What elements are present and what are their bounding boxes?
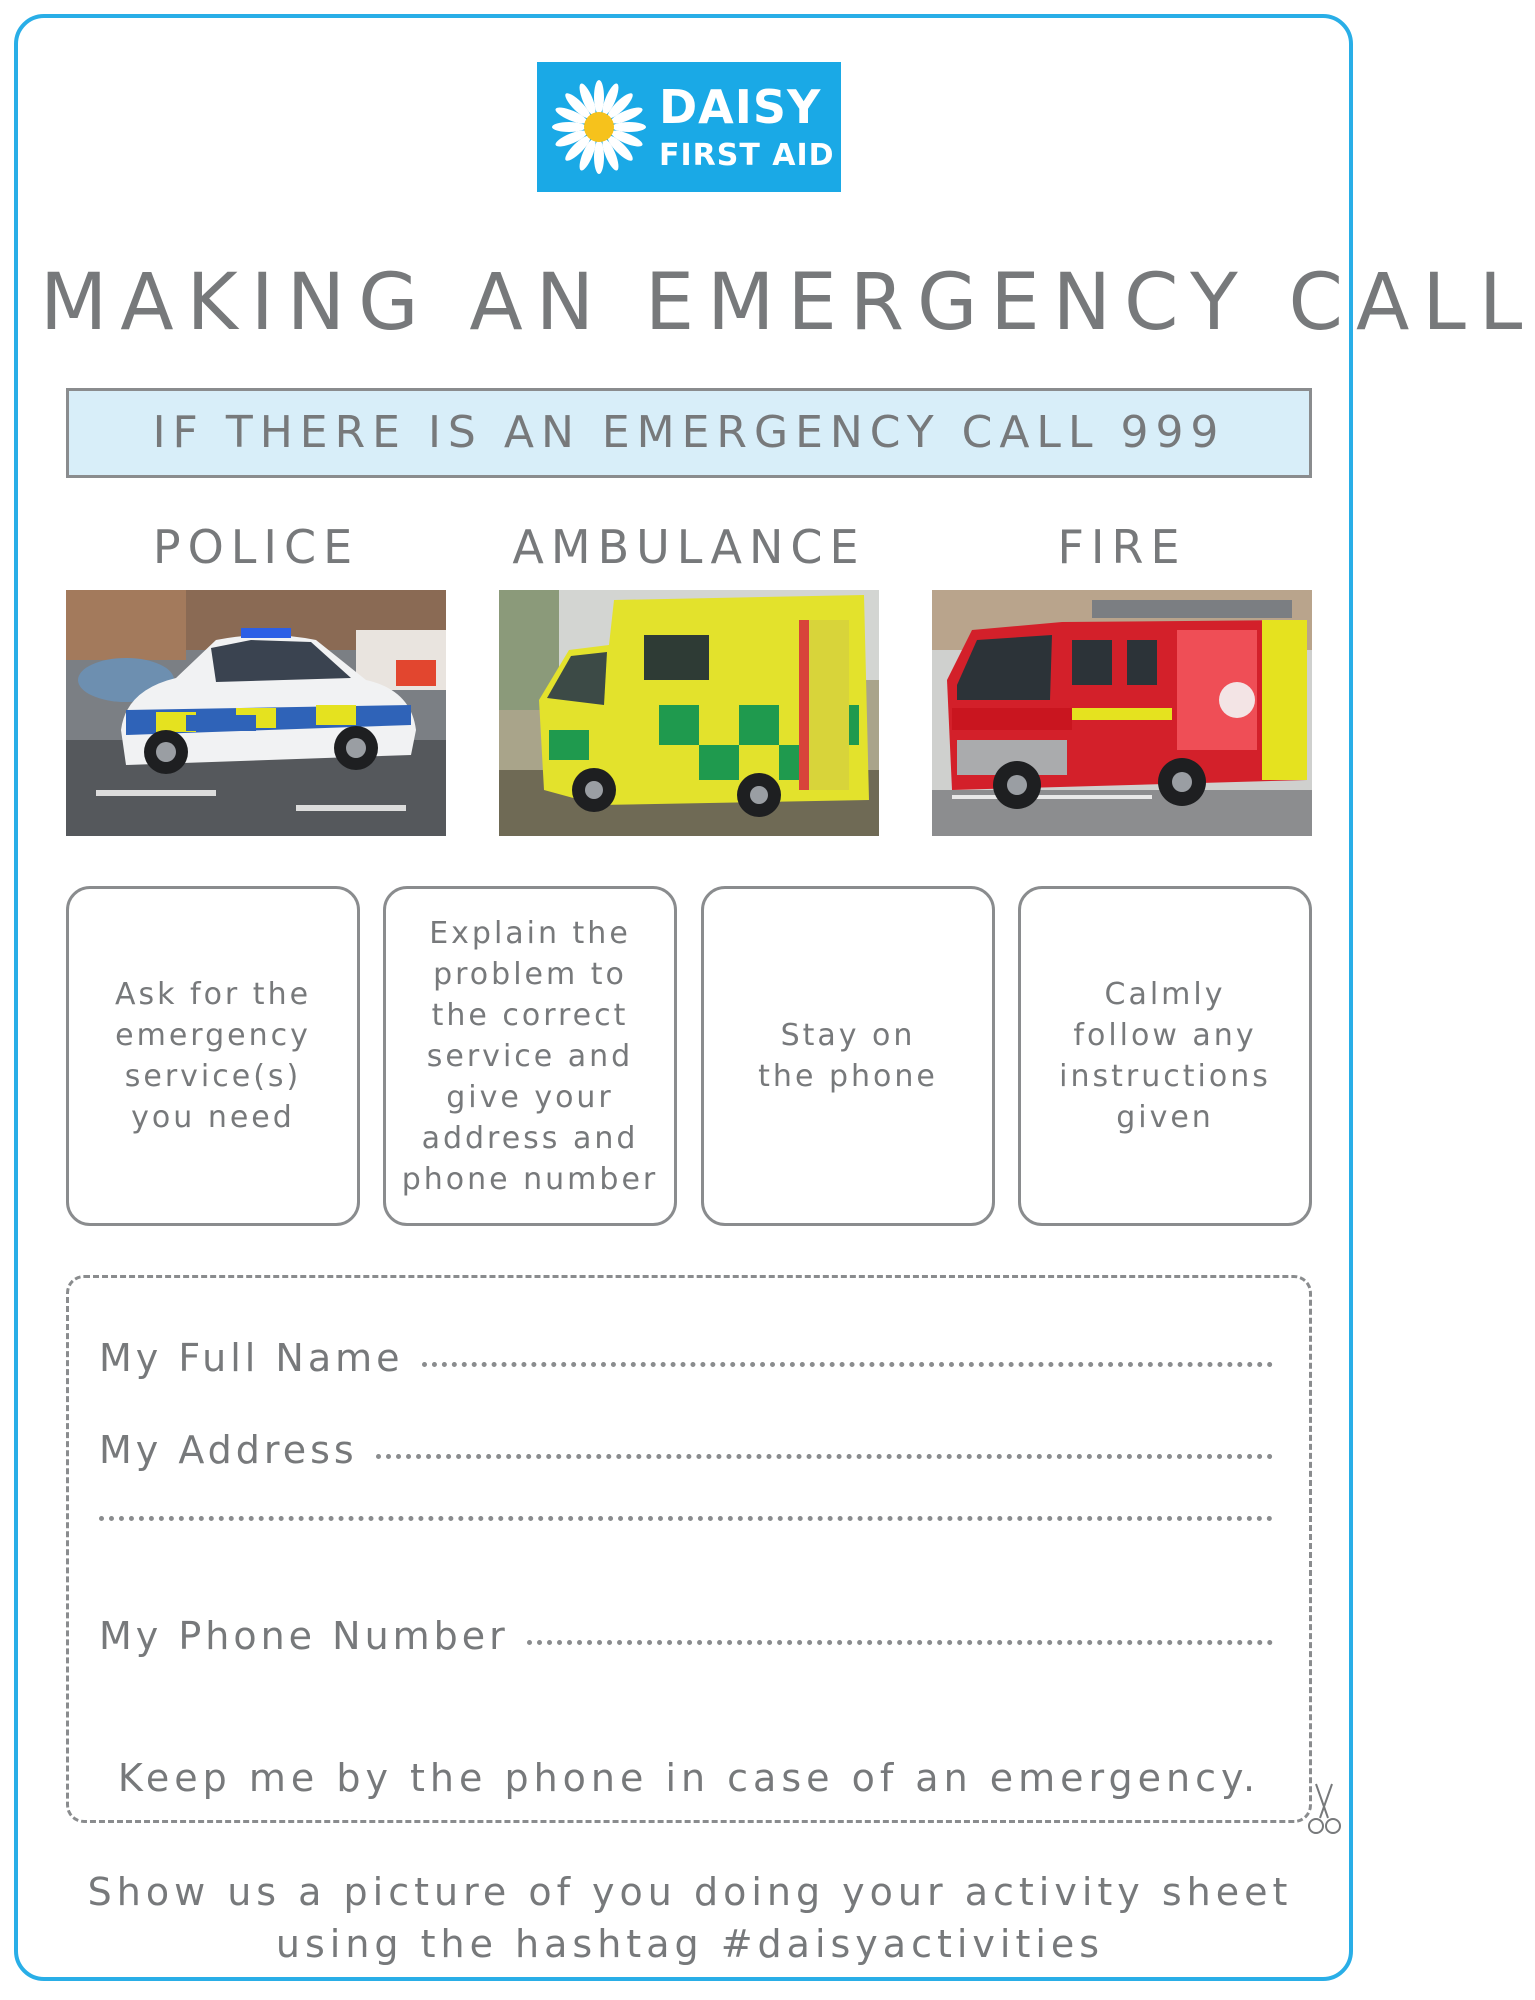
full-name-field[interactable]	[99, 1336, 1273, 1380]
ambulance-photo	[499, 590, 879, 836]
police-car-photo	[66, 590, 446, 836]
step-text: Calmly follow any instructions given	[1059, 977, 1271, 1135]
phone-number-label: My Phone Number	[99, 1614, 509, 1658]
address-label: My Address	[99, 1428, 358, 1472]
emergency-number-banner: IF THERE IS AN EMERGENCY CALL 999	[66, 388, 1312, 478]
step-text: Stay on the phone	[758, 1018, 938, 1094]
address-line-1[interactable]	[376, 1454, 1273, 1459]
footer-line-1: Show us a picture of you doing your activity sheet	[87, 1870, 1293, 1914]
step-stay-on-phone	[701, 886, 995, 1226]
step-text: Ask for the emergency service(s) you need	[114, 977, 312, 1135]
step-ask-service	[66, 886, 360, 1226]
contact-details-card	[66, 1275, 1312, 1823]
fire-label: FIRE	[1057, 520, 1187, 574]
scissors-icon	[1306, 1782, 1342, 1838]
footer-hashtag-line: using the hashtag #daisyactivities	[275, 1922, 1105, 1966]
fire-engine-photo	[932, 590, 1312, 836]
step-text: Explain the problem to the correct service and give your address and phone number	[401, 915, 659, 1197]
daisy-flower-icon	[549, 74, 649, 180]
keep-by-phone-note: Keep me by the phone in case of an emergency.	[117, 1756, 1261, 1800]
daisy-first-aid-logo	[537, 62, 841, 192]
step-explain-problem	[383, 886, 677, 1226]
police-label: POLICE	[152, 520, 360, 574]
page-title: MAKING AN EMERGENCY CALL	[40, 258, 1535, 348]
phone-number-line[interactable]	[527, 1640, 1273, 1645]
ambulance-label: AMBULANCE	[512, 520, 866, 574]
address-field-line-2[interactable]	[99, 1520, 1273, 1525]
phone-number-field[interactable]	[99, 1614, 1273, 1658]
address-field[interactable]	[99, 1428, 1273, 1472]
full-name-label: My Full Name	[99, 1336, 404, 1380]
logo-text-first-aid: FIRST AID	[659, 138, 835, 173]
logo-text-daisy: DAISY	[659, 80, 822, 134]
address-line-2[interactable]	[99, 1516, 1273, 1521]
step-follow-instructions	[1018, 886, 1312, 1226]
full-name-line[interactable]	[422, 1362, 1273, 1367]
